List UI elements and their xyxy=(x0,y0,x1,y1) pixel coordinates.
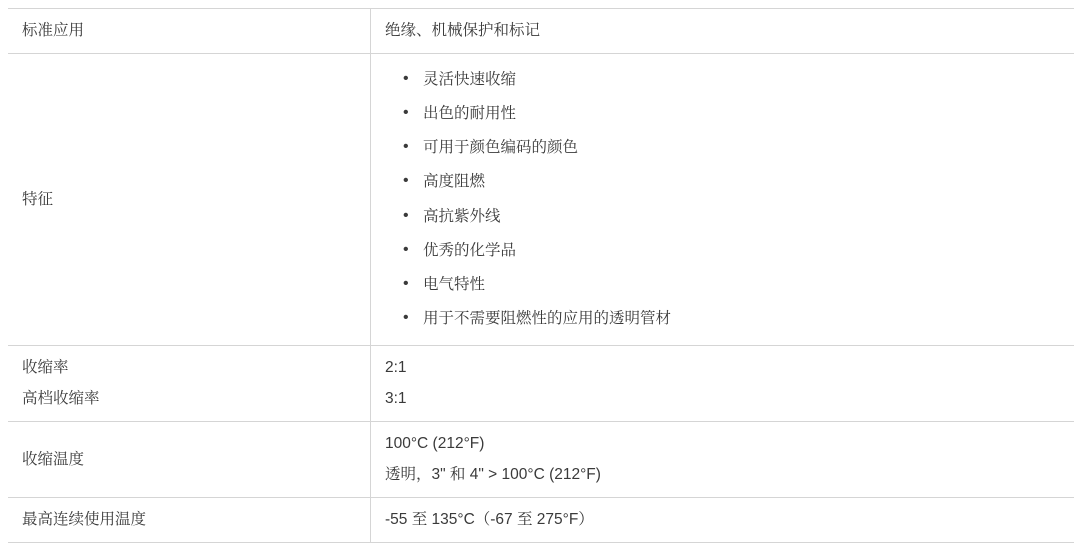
table-row xyxy=(8,422,1074,498)
row-value-shrink-temperature-line2: 透明，3" 和 4" > 100°C (212°F) xyxy=(385,463,1074,487)
row-label-shrink-ratio-line2: 高档收缩率 xyxy=(22,387,356,411)
specification-table xyxy=(8,8,1074,543)
table-row xyxy=(8,498,1074,543)
row-value-features xyxy=(371,54,1074,346)
list-item: • 出色的耐用性 xyxy=(421,104,1074,124)
row-value-standard-applications: 绝缘、机械保护和标记 xyxy=(371,9,1074,54)
row-label-max-continuous-use-temperature: 最高连续使用温度 xyxy=(8,498,371,543)
row-label-shrink-ratio-line1: 收缩率 xyxy=(22,356,356,380)
list-item: • 电气特性 xyxy=(421,275,1074,295)
row-value-max-continuous-use-temperature: -55 至 135°C（-67 至 275°F） xyxy=(371,498,1074,543)
list-item: • 高抗紫外线 xyxy=(421,207,1074,227)
row-label-shrink-ratio xyxy=(8,346,371,422)
table-row xyxy=(8,54,1074,346)
row-value-shrink-temperature xyxy=(371,422,1074,498)
list-item: • 灵活快速收缩 xyxy=(421,70,1074,90)
table-row xyxy=(8,346,1074,422)
row-value-shrink-ratio xyxy=(371,346,1074,422)
row-label-features: 特征 xyxy=(8,54,371,346)
list-item: • 优秀的化学品 xyxy=(421,241,1074,261)
row-value-shrink-temperature-line1: 100°C (212°F) xyxy=(385,432,1074,456)
list-item: • 高度阻燃 xyxy=(421,172,1074,192)
row-value-shrink-ratio-line2: 3:1 xyxy=(385,387,1074,411)
table-row xyxy=(8,9,1074,54)
list-item: • 可用于颜色编码的颜色 xyxy=(421,138,1074,158)
row-value-shrink-ratio-line1: 2:1 xyxy=(385,356,1074,380)
feature-list xyxy=(385,70,1074,329)
list-item: • 用于不需要阻燃性的应用的透明管材 xyxy=(421,309,1074,329)
row-label-standard-applications: 标准应用 xyxy=(8,9,371,54)
row-label-shrink-temperature: 收缩温度 xyxy=(8,422,371,498)
